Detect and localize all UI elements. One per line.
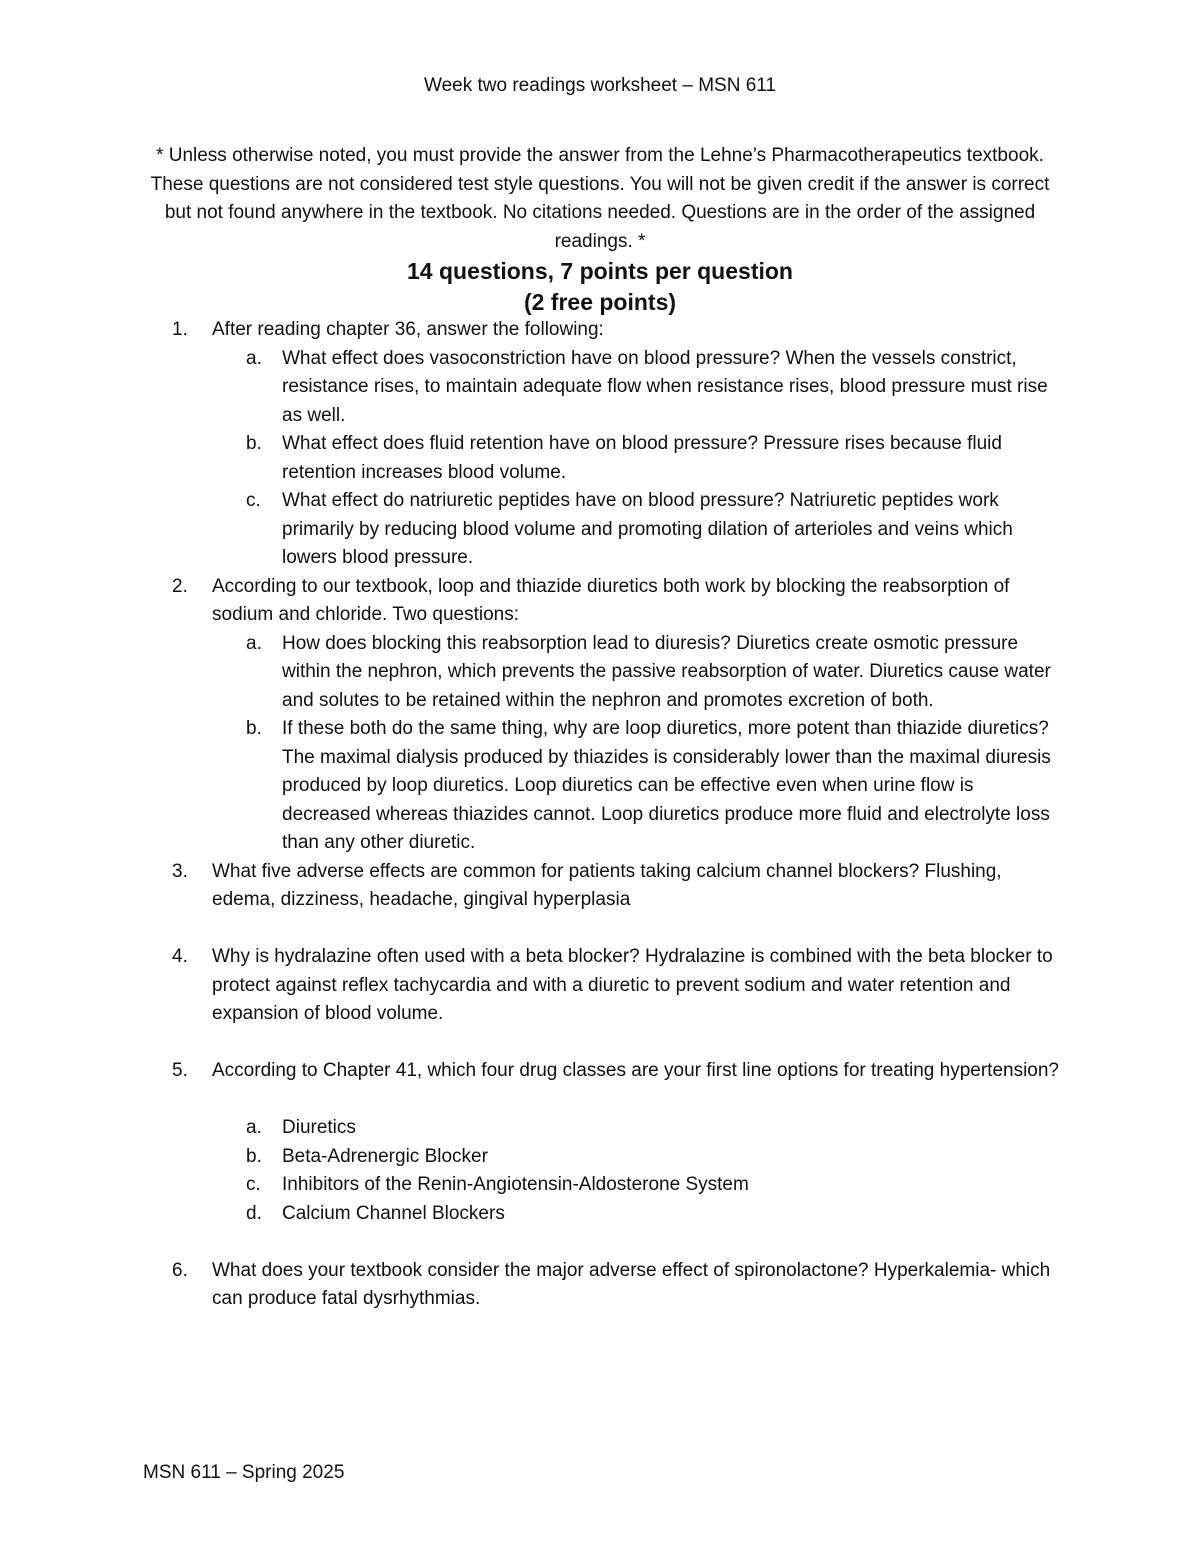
sub-question-item [212,1200,1062,1229]
question-text: According to Chapter 41, which four drug classes are your first line options for treating hypertension? [212,1060,1060,1081]
question-item [0,858,1062,915]
question-list [0,316,1200,1314]
sub-question-text: What effect does vasoconstriction have on blood pressure? When the vessels constrict, resistance rises, to maintain adequate flow when resistance rises, blood pressure must rise as well. [282,347,1048,426]
sub-question-list [212,345,1062,573]
blank-line [0,915,1200,944]
sub-question-text: How does blocking this reabsorption lead to diuresis? Diuretics create osmotic pressure within the nephron, which prevents the passive reabsorption of water. Diuretics cause water and solutes to be retained within the nephron and promotes excretion of both. [282,632,1051,711]
question-item [0,316,1062,573]
sub-question-list [212,1114,1062,1228]
question-item [0,1257,1062,1314]
question-number: 4. [172,946,188,967]
page-footer: MSN 611 – Spring 2025 [143,1462,345,1483]
question-text: According to our textbook, loop and thiazide diuretics both work by blocking the reabsorption of sodium and chloride. Two questions: [212,575,1010,625]
sub-question-letter: d. [246,1202,262,1224]
scoring-headline: 14 questions, 7 points per question [407,258,793,284]
sub-question-letter: b. [246,433,262,454]
sub-question-letter: c. [246,490,261,511]
free-points-headline: (2 free points) [523,289,677,315]
sub-question-letter: a. [246,632,262,654]
question-number: 5. [172,1060,188,1081]
sub-question-letter: c. [246,1174,261,1195]
sub-question-letter: b. [246,718,262,739]
question-number: 3. [172,860,188,882]
sub-question-item [212,715,1062,858]
sub-question-text: Inhibitors of the Renin-Angiotensin-Aldosterone System [282,1174,749,1195]
sub-question-item [212,430,1062,487]
sub-question-text: Beta-Adrenergic Blocker [282,1145,488,1167]
sub-question-list [212,630,1062,858]
sub-question-item [212,1171,1062,1200]
instructions-paragraph: * Unless otherwise noted, you must provide the answer from the Lehne’s Pharmacotherapeutics textbook. These questions are not considered test style questions. You will not be given credit if the answer is correct but not found anywhere in the textbook. No citations needed. Questions are in the order of the assigned readings. * [150,145,1050,252]
sub-question-text: What effect does fluid retention have on blood pressure? Pressure rises because fluid retention increases blood volume. [282,433,1002,483]
question-item [0,1057,1062,1228]
question-number: 6. [172,1259,188,1281]
question-item [0,573,1062,858]
question-text: What does your textbook consider the major adverse effect of spironolactone? Hyperkalemia- which can produce fatal dysrhythmias. [212,1259,1051,1309]
blank-line [0,1029,1200,1058]
question-text: After reading chapter 36, answer the following: [212,319,604,340]
page-header: Week two readings worksheet – MSN 611 [423,75,777,96]
sub-question-text: If these both do the same thing, why are loop diuretics, more potent than thiazide diuretics? The maximal dialysis produced by thiazides is considerably lower than the maximal diuresis produced by loop diuretics. Loop diuretics can be effective even when urine flow is decreased whereas thiazides cannot. Loop diuretics produce more fluid and electrolyte loss than any other diuretic. [282,718,1051,853]
question-number: 2. [172,575,188,597]
sub-question-item [212,345,1062,431]
sub-question-item [212,487,1062,573]
question-item [0,943,1062,1029]
blank-line [0,1228,1200,1257]
sub-question-item [212,1114,1062,1143]
sub-question-letter: a. [246,347,262,369]
sub-question-letter: b. [246,1145,262,1167]
sub-question-letter: a. [246,1117,262,1138]
question-text: What five adverse effects are common for patients taking calcium channel blockers? Flushing, edema, dizziness, headache, gingival hyperplasia [212,860,1002,910]
question-number: 1. [172,319,188,340]
sub-question-item [212,630,1062,716]
question-text: Why is hydralazine often used with a beta blocker? Hydralazine is combined with the beta blocker to protect against reflex tachycardia and with a diuretic to prevent sodium and water retention and expansion of blood volume. [212,946,1053,1024]
sub-question-item [212,1143,1062,1172]
sub-question-text: What effect do natriuretic peptides have on blood pressure? Natriuretic peptides work primarily by reducing blood volume and promoting dilation of arterioles and veins which lowers blood pressure. [282,490,1013,568]
sub-question-text: Diuretics [282,1117,356,1138]
blank-line [212,1086,1062,1115]
sub-question-text: Calcium Channel Blockers [282,1202,505,1224]
